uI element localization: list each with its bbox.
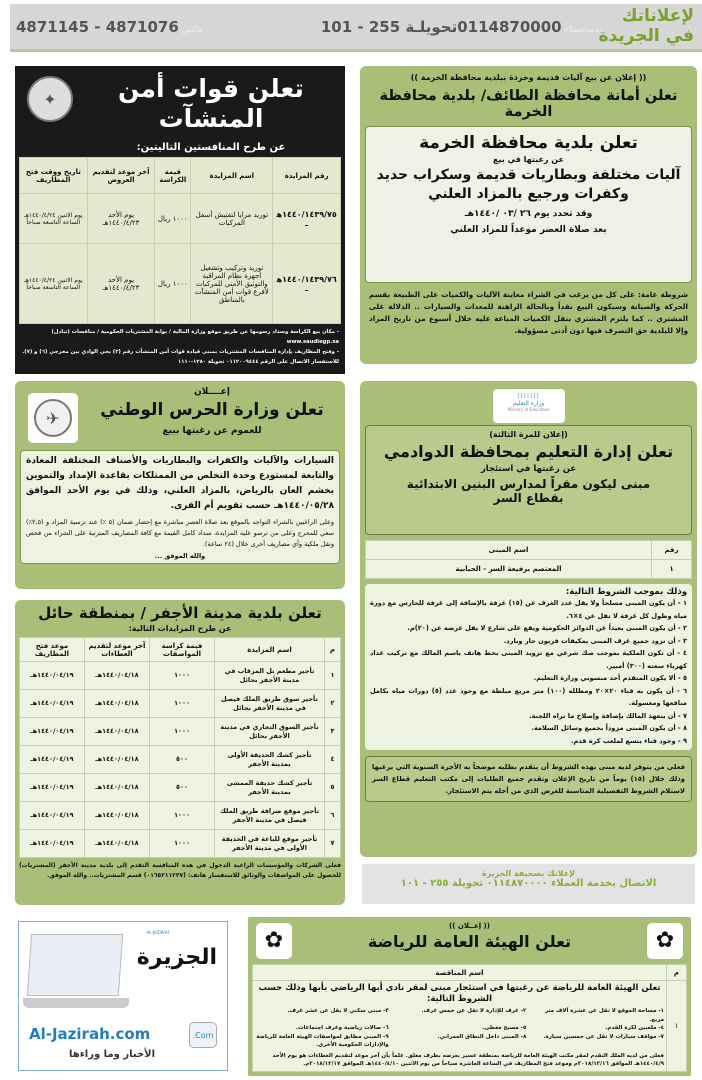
ad-head — [20, 386, 340, 450]
ad-title: تعلن وزارة الحرس الوطني — [100, 400, 324, 420]
cell: تأجير كشك حديقة الممشى بمدينة الأجفر — [215, 774, 325, 802]
closing: فعلى من لديه الملك التقدم لمقر مكتب الهيئة العامة للرياضة بمنطقة عسير بعرضه بظرف مغلق. علماً بأن آخر موعد لتقديم العطاءات هو يوم الأحد ١٤٤٠/٤/٩هـ الموافق ٢٠١٨/١٢/١٦م وموعد فتح المظاريف في الساعة العاشرة صباحاً من يوم الاثنين ١٤٤٠/٤/١٠هـ الموافق ٢٠١٨/١٢/١٧م. — [272, 1052, 664, 1067]
cell: ١٤٤٠/٠٤/١٩هـ — [20, 662, 85, 690]
cell: ١٠٠٠ ريال — [155, 194, 191, 244]
site-url[interactable]: Al-Jazirah.com — [29, 1025, 151, 1043]
auction-date: وقد تحدد يوم ٢٦ /٠٣ /١٤٤٠هـ — [464, 209, 593, 219]
ad-sub: عن طرح المنافستين التاليتين: — [136, 142, 286, 153]
table-row — [20, 690, 341, 718]
ad-ajfar-municipality — [15, 600, 345, 905]
cell: تأجير سوق طريق الملك فيصل في مدينة الأجفر بحائل — [215, 690, 325, 718]
inner-title: تعلن بلدية محافظة الخرمة — [419, 133, 638, 153]
row-title: تعلن الهيئة العامة للرياضة عن رغبتها في استئجار مبنى لمقر نادي أبها الرياضي بأبها وذلك حسب الشروط التالية: — [258, 983, 661, 1004]
ad-sub: عن رغبتها في استئجار — [480, 464, 577, 474]
cell: ١٤٤٠/٠٤/١٨هـ — [85, 690, 150, 718]
condition: ٥- مسبح مغطى. — [482, 1025, 527, 1031]
cell: ٣ — [325, 718, 341, 746]
details-text: وعلى الراغبين بالشراء التواجد بالموقع بعد صلاة العصر مباشرة مع إحضار ضمان (٥ ٪) عند ترسية المزاد و (٢,٥٪) سعي للمحرج وعلى من ترسو عليه المزايدة، سداد كامل القيمة مع كافة المصاريف المترتبة على الشراء من فحص ونقل ملكية وأي مصاريف أخرى خلال (٢٤ ساعة). — [26, 518, 334, 548]
condition: ١- مساحة الموقع لا تقل عن عشرة آلاف متر مربع. — [545, 1008, 664, 1023]
ad-title: تعلن أمانة محافظة الطائف/ بلدية محافظة الخرمة — [379, 88, 678, 120]
ad-education-dawadmi — [360, 381, 697, 857]
ad-facilities-security — [15, 66, 345, 374]
cell: توريد مرايا لتفتيش أسفل المركبات — [191, 194, 273, 244]
condition: ٦- صالات رياضية وغرف اجتماعات. — [295, 1025, 389, 1031]
ad-khurma-municipality — [360, 66, 697, 364]
closing-box — [365, 756, 692, 802]
cell: ١٠٠٠ ريال — [155, 244, 191, 324]
table-row — [20, 718, 341, 746]
condition: ٥ - ألا يكون المتقدم أحد منسوبي وزارة التعليم. — [533, 674, 687, 682]
ad-national-guard — [15, 381, 345, 589]
logo-line2: في الجريدة — [598, 26, 694, 46]
ad-title: تعلن الهيئة العامة للرياضة — [367, 932, 572, 951]
table-row — [20, 244, 341, 324]
col-header: موعد فتح المظاريف — [20, 638, 85, 662]
cell: يوم الاثنين ١٤٤٠/٤/٢٤هـ الساعة التاسعة صباحاً — [20, 194, 88, 244]
cell: ١٠٠٠ — [150, 690, 215, 718]
closing: والله الموفق ... — [154, 552, 206, 560]
logo-text-en: Ministry of Education — [507, 407, 550, 412]
cell: ١ — [652, 560, 692, 579]
ministry-logo: ⁞⁞⁞⁞⁞⁞⁞ وزارة التعليم Ministry of Education — [493, 389, 565, 423]
cell: تأجير كشك الحديقة الأولى بمدينة الأجفر — [215, 746, 325, 774]
sports-authority-emblem-icon: ✿ — [256, 923, 292, 959]
jazirah-logo: الجزيرة — [136, 945, 217, 970]
title-main: تعلن بلدية مدينة الأجفر / بمنطقة حائل — [38, 604, 322, 622]
col-header: رقم المزايدة — [273, 158, 341, 194]
table-row — [20, 746, 341, 774]
cell: ١٤٤٠/٠٤/١٩هـ — [20, 746, 85, 774]
condition: ٩- المبنى مطابق لمواصفات الهيئة العامة للرياضة والإدارات الحكومية الأخرى. — [256, 1033, 389, 1048]
cell: تأجير موقع للباعة في الحديقة الأولى في مدينة الأجفر — [215, 830, 325, 858]
condition: ٣ - أن تزود جميع غرف المبنى بمكيفات فريون حار وبارد. — [503, 636, 687, 645]
cell: ١٠٠٠ — [150, 718, 215, 746]
ad-title — [19, 604, 341, 634]
cell: ٥٠٠ — [150, 774, 215, 802]
cell: ١٤٤٠/١٤٣٩/٧٥هـ — [273, 194, 341, 244]
col-header: اسم المزايدة — [191, 158, 273, 194]
col-header: رقم — [652, 541, 692, 560]
inner-sub: عن رغبتها في بيع — [493, 155, 564, 164]
conditions-title: وذلك بموجب الشروط التالية: — [565, 587, 687, 597]
ad-footer: فعلى الشركات والمؤسسات الراغبة الدخول في هذه المنافسة التقدم إلى بلدية مدينة الأجفر (المشتريات) للحصول على المواصفات والوثائق للاستفسار هاتف: (٠١٦٥٢١١٢٣٧) قسم المشتريات.. والله الموفق. — [19, 862, 341, 879]
condition: ٣- مبنى سكني لا يقل عن عشر غرف. — [287, 1008, 389, 1014]
ad-sub: للعموم عن رغبتها ببيع — [162, 426, 262, 436]
cell: ٧ — [325, 830, 341, 858]
condition: ٩ - وجود فناء يتسع لملعب كرة قدم. — [570, 736, 687, 745]
ad-label: إعــــلان — [193, 387, 231, 397]
cell: ١٤٤٠/٠٤/١٩هـ — [20, 830, 85, 858]
tender-table — [252, 964, 687, 1072]
ad-title-box — [365, 425, 692, 535]
cell: ١٤٤٠/٠٤/١٨هـ — [85, 830, 150, 858]
col-header: م — [667, 965, 687, 981]
ad-line2: بقطاع السر — [493, 491, 564, 505]
cell: ٥٠٠ — [150, 746, 215, 774]
ad-title: تعلن قوات أمن المنشآت — [118, 74, 304, 133]
service-number: 0114870000 — [457, 18, 562, 36]
ad-sports-authority — [248, 917, 691, 1076]
ad-line1: مبنى ليكون مقراً لمدارس البنين الابتدائية — [406, 477, 651, 491]
condition: ٧ - أن يتعهد المالك بإضافة وإصلاح ما تراه اللجنة. — [529, 711, 687, 720]
cell: ١٤٤٠/٠٤/١٨هـ — [85, 774, 150, 802]
cell: ١٠٠٠ — [150, 802, 215, 830]
col-header: اسم المبنى — [366, 541, 652, 560]
contact-line1: لإعلانك بصحيفة الجزيرة — [481, 869, 576, 878]
condition: ١ - أن يكون المبنى مسلحاً ولا يقل عدد الغرف عن (١٥) غرفة بالإضافة إلى غرفة للحارس مع دورة مياه وطول كل غرفة لا تقل عن ٤×٦. — [370, 599, 687, 620]
conditions-grid — [255, 1007, 664, 1050]
condition: ٨- المبنى داخل النطاق العمراني. — [437, 1033, 527, 1040]
title-suffix: عن طرح المزايدات التالية: — [128, 624, 232, 633]
cell: ٦ — [325, 802, 341, 830]
cell: المعتصم برفيعة السر - الحبابية — [366, 560, 652, 579]
col-header: قيمة كراسة المواصفات — [150, 638, 215, 662]
ad-title: تعلن إدارة التعليم بمحافظة الدوادمي — [383, 442, 674, 461]
tenders-table-wrap — [19, 157, 341, 324]
cell: ١٤٤٠/٠٤/١٨هـ — [85, 662, 150, 690]
footer-line: - وفتح المظاريف بإدارة المنافسات المشتريات بمبنى قيادة قوات أمن المنشآت رقم (٢) بحي الوادي بين مخرجي (٦) و (٧). — [22, 349, 339, 355]
cell: ١٠٠٠ — [150, 662, 215, 690]
fax — [16, 18, 205, 36]
table-row — [20, 830, 341, 858]
cell: توريد وتركيب وتشغيل أجهزة نظام المراقبة والتوثيق الأمني للمركبات لأفرع قوات أمن المنشآت بالمناطق — [191, 244, 273, 324]
cell: ١٤٤٠/٠٤/١٨هـ — [85, 718, 150, 746]
cell: تأجير السوق التجاري في مدينة الأجفر بحائل — [215, 718, 325, 746]
sports-authority-emblem-icon: ✿ — [647, 923, 683, 959]
conditions-list — [370, 597, 687, 747]
fax-numbers: 4871145 - 4871076 — [16, 18, 179, 36]
closing: فعلى من يتوفر لديه مبنى بهذه الشروط أن يتقدم بطلبه موضحاً به الأجرة السنوية التي يرغبها وذلك خلال (١٥) يوماً من تاريخ الإعلان وتقدم جميع الطلبات إلى مكتب التعليم قطاع السر لاستلام الشروط التفصيلية المناسبة للغرض الذي من أجله يتم الاستئجار. — [372, 763, 685, 795]
service-label: خدمةالعملاء — [564, 25, 604, 34]
table-row — [20, 194, 341, 244]
ad-label: (( إعــلان )) — [449, 922, 490, 930]
buildings-table — [365, 540, 692, 579]
col-header: اسم المناقصة — [253, 965, 667, 981]
ad-inner — [365, 126, 692, 283]
col-header: آخر موعد لتقديم العطاءات — [85, 638, 150, 662]
footer-line: للاستفسار الاتصال على الرقم ٠١١٢٠٠٩٤٤٤ تحويلة ١٢٨٠-١١١٠ — [177, 359, 339, 365]
col-header: آخر موعد لتقديم العروض — [87, 158, 155, 194]
table-row — [366, 560, 692, 579]
cell: ١٤٤٠/٠٤/١٩هـ — [20, 718, 85, 746]
condition: ٤- ملعبين لكرة القدم. — [605, 1025, 664, 1031]
table-row — [20, 802, 341, 830]
cell: ١ — [325, 662, 341, 690]
ad-note: (إعلان للمرة الثالثة) — [489, 430, 568, 439]
com-app-icon: .Com — [189, 1022, 217, 1048]
logo-text: وزارة التعليم — [512, 400, 545, 407]
auction-time: بعد صلاة العصر موعداً للمزاد العلني — [450, 225, 607, 235]
ad-head — [19, 70, 341, 157]
service-ext: تحويلـة 255 - 101 — [320, 18, 458, 36]
col-header: تاريخ ووقت فتح المظاريف — [20, 158, 88, 194]
page-header — [10, 4, 702, 52]
tenders-table — [19, 157, 341, 324]
security-emblem-icon: ✦ — [27, 76, 73, 122]
cell: تأجير موقع صرافة طريق الملك فيصل في مدينة الأجفر — [215, 802, 325, 830]
ads-logo — [598, 6, 694, 46]
ad-note: (( إعلان عن بيع آليات قديمة وخردة ببلدية محافظة الخرمة )) — [410, 73, 647, 82]
condition: ٦ - أن يكون به فناء ٢٠×٢٠ ومظلله (١٠٠) متر مربع مبلطة مع وجود عدد (٥) دورات مياه بكامل منافعها ومغسولة. — [370, 686, 687, 707]
cell: يوم الأحد ١٤٤٠/٤/٢٣هـ — [87, 244, 155, 324]
footer-line: - مكان بيع الكراسة وسداد رسومها عن طريق موقع وزارة المالية / بوابة المشتريات الحكومية / منافسات (تبادل) www.saudiegp.sa — [51, 329, 339, 345]
ad-inner — [20, 450, 340, 564]
auctions-table — [19, 637, 341, 858]
col-header: اسم المزايدة — [215, 638, 325, 662]
cell: ٢ — [325, 690, 341, 718]
jazirah-promo[interactable] — [18, 921, 228, 1071]
terms: شروطة عامة: على كل من يرغب في الشراء معاينة الآليات والكميات على الطبيعة بقسم الحركة والصيانة وسيكون البيع نقداً وبالحالة الراهنة للمعدات والسيارات .. الدلالة على المشتري .. كما يلتزم المشتري بنقل الكميات المباعة عليه خلال أسبوع من تاريخ المزاد وإلا للبلدية حق التصرف فيها دون أدنى مسؤولية. — [369, 290, 688, 335]
table-row — [253, 981, 687, 1072]
cell: ٤ — [325, 746, 341, 774]
ad-footer — [19, 324, 341, 370]
cell: ١٤٤٠/١٤٣٩/٧٦هـ — [273, 244, 341, 324]
table-row — [20, 662, 341, 690]
main-text: السيارات والآليات والكفرات والبطاريات والأصناف المختلفة المعادة والتابعة لمستودع وحدة التخلص من الممتلكات بقاعدة الإمداد والتموين بخشم العان بالرياض، بالمزاد العلني، وذلك في يوم الأحد الموافق ١٤٤٠/٠٥/٢٨هـ حسب تقويم أم القرى. — [26, 456, 334, 511]
ad-head — [252, 921, 687, 961]
col-header: قيمة الكراسة — [155, 158, 191, 194]
cell: ١ — [667, 981, 687, 1072]
condition: ٧- مواقف سيارات لا تقل عن خمسين سيارة. — [543, 1033, 664, 1040]
cell — [253, 981, 667, 1072]
tagline: الأخبار وما وراءها — [69, 1049, 156, 1060]
condition: ٢ - أن يكون المبنى بعيداً عن الدوائر الحكومية ويقع على شارع لا يقل عرضه عن (٢٠)م. — [407, 624, 687, 632]
contact-line2: الاتصال بخدمة العملاء ٠١١٤٨٧٠٠٠٠ تحويلة ٢٥٥ - ١٠١ — [400, 878, 657, 889]
cell: يوم الأحد ١٤٤٠/٤/٢٣هـ — [87, 194, 155, 244]
cell: ١٤٤٠/٠٤/١٨هـ — [85, 802, 150, 830]
jazirah-contact-strip — [362, 864, 695, 904]
fax-label: فاكس — [181, 25, 203, 34]
laptop-base — [23, 998, 129, 1008]
cell: تأجير مطعم تل المرقاب في مدينة الأجفر بحائل — [215, 662, 325, 690]
condition: ٤ - أن تكون الملكية بموجب صك شرعي مع تزويد المبنى بخط هاتف باسم المالك مع تركيب عداد كهرباء سعته (٣٠٠) أمبير. — [370, 649, 687, 670]
condition: ٨ - أن يكون المبنى مزوداً بجميع وسائل السلامة. — [531, 724, 687, 732]
guard-emblem-icon: ✈ — [28, 393, 78, 443]
cell: يوم الاثنين ١٤٤٠/٤/٢٤هـ الساعة التاسعة صباحاً — [20, 244, 88, 324]
jazirah-logo-en: AL-JAZIRAH — [146, 930, 169, 935]
cell: ١٤٤٠/٠٤/١٩هـ — [20, 774, 85, 802]
conditions-box — [365, 584, 692, 750]
cell: ٥ — [325, 774, 341, 802]
logo-line1: لإعلاناتك — [621, 6, 694, 26]
items-line2: وكفرات ورجيع بالمزاد العلني — [428, 186, 629, 202]
items-line1: آليات مختلفة وبطاريات قديمة وسكراب حديد — [376, 167, 681, 183]
col-header: م — [325, 638, 341, 662]
cell: ١٠٠٠ — [150, 830, 215, 858]
cell: ١٤٤٠/٠٤/١٩هـ — [20, 802, 85, 830]
cell: ١٤٤٠/٠٤/١٨هـ — [85, 746, 150, 774]
table-row — [20, 774, 341, 802]
condition: ٢- غرف للإدارة لا تقل عن خمس غرف. — [421, 1008, 527, 1014]
cell: ١٤٤٠/٠٤/١٩هـ — [20, 690, 85, 718]
service-phone — [321, 18, 607, 36]
laptop-image — [27, 934, 123, 996]
